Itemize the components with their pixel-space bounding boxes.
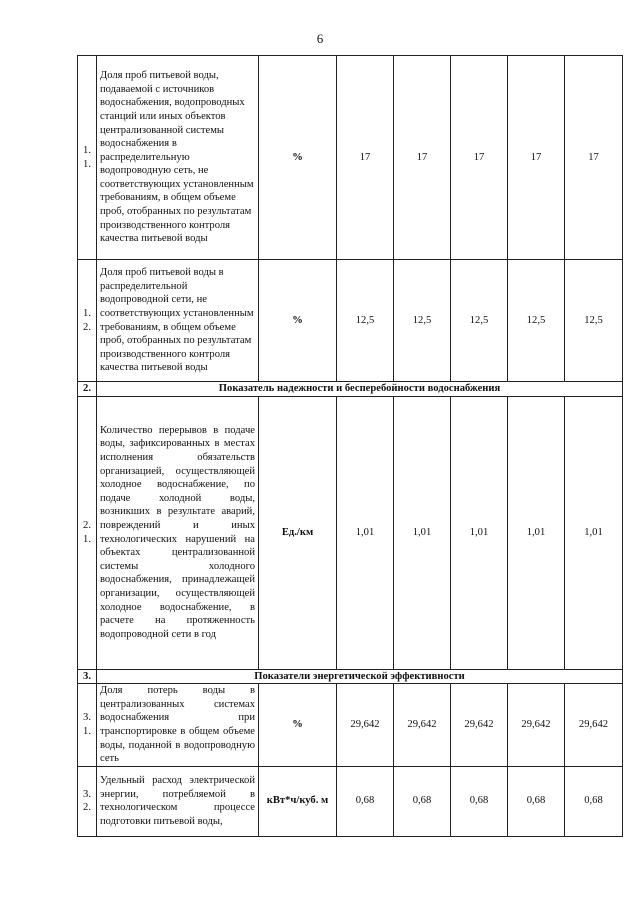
value-cell: 12,5 (565, 260, 623, 382)
value-cell: 1,01 (337, 396, 394, 669)
section-header-row (78, 669, 623, 684)
section-title: Показатели энергетической эффективности (97, 669, 623, 684)
indicator-description: Удельный расход электрической энергии, потребляемой в технологическом процессе подготовки питьевой воды, (97, 766, 259, 836)
row-number: 1. 2. (78, 260, 97, 382)
section-number: 3. (78, 669, 97, 684)
value-cell: 0,68 (451, 766, 508, 836)
section-header-row (78, 382, 623, 397)
unit-cell: % (259, 56, 337, 260)
value-cell: 0,68 (394, 766, 451, 836)
value-cell: 0,68 (565, 766, 623, 836)
value-cell: 17 (337, 56, 394, 260)
value-cell: 1,01 (508, 396, 565, 669)
unit-cell: Ед./км (259, 396, 337, 669)
value-cell: 29,642 (337, 684, 394, 767)
row-number: 1. 1. (78, 56, 97, 260)
value-cell: 12,5 (337, 260, 394, 382)
value-cell: 12,5 (508, 260, 565, 382)
page-number: 6 (316, 31, 324, 46)
table-row (78, 766, 623, 836)
value-cell: 0,68 (508, 766, 565, 836)
section-number: 2. (78, 382, 97, 397)
table-row (78, 684, 623, 767)
value-cell: 29,642 (508, 684, 565, 767)
row-number: 2. 1. (78, 396, 97, 669)
value-cell: 1,01 (565, 396, 623, 669)
unit-cell: % (259, 684, 337, 767)
value-cell: 17 (508, 56, 565, 260)
table-row (78, 56, 623, 260)
section-title: Показатель надежности и бесперебойности водоснабжения (97, 382, 623, 397)
value-cell: 29,642 (451, 684, 508, 767)
value-cell: 0,68 (337, 766, 394, 836)
value-cell: 1,01 (394, 396, 451, 669)
value-cell: 17 (394, 56, 451, 260)
unit-cell: % (259, 260, 337, 382)
value-cell: 29,642 (394, 684, 451, 767)
indicators-table (77, 55, 623, 837)
value-cell: 12,5 (451, 260, 508, 382)
table-row (78, 260, 623, 382)
value-cell: 12,5 (394, 260, 451, 382)
value-cell: 29,642 (565, 684, 623, 767)
indicator-description: Доля проб питьевой воды в распределительной водопроводной сети, не соответствующих установленным требованиям, в общем объеме проб, отобранных по результатам производственного контроля качества питьевой воды (97, 260, 259, 382)
row-number: 3. 2. (78, 766, 97, 836)
table-row (78, 396, 623, 669)
value-cell: 17 (565, 56, 623, 260)
unit-cell: кВт*ч/куб. м (259, 766, 337, 836)
value-cell: 17 (451, 56, 508, 260)
indicator-description: Доля проб питьевой воды, подаваемой с источников водоснабжения, водопроводных станций или иных объектов централизованной системы водоснабжения в распределительную водопроводную сеть, не соответствующих установленным требованиям, в общем объеме проб, отобранных по результатам производственного контроля качества питьевой воды (97, 56, 259, 260)
indicator-description: Доля потерь воды в централизованных системах водоснабжения при транспортировке в общем объеме воды, поданной в водопроводную сеть (97, 684, 259, 767)
row-number: 3. 1. (78, 684, 97, 767)
value-cell: 1,01 (451, 396, 508, 669)
indicator-description: Количество перерывов в подаче воды, зафиксированных в местах исполнения обязательств организацией, осуществляющей холодное водоснабжение, по подаче холодной воды, возникших в результате аварий, повреждений и иных технологических нарушений на объектах централизованной системы холодного водоснабжения, принадлежащей организации, осуществляющей холодное водоснабжение, в расчете на протяженность водопроводной сети в год (97, 396, 259, 669)
